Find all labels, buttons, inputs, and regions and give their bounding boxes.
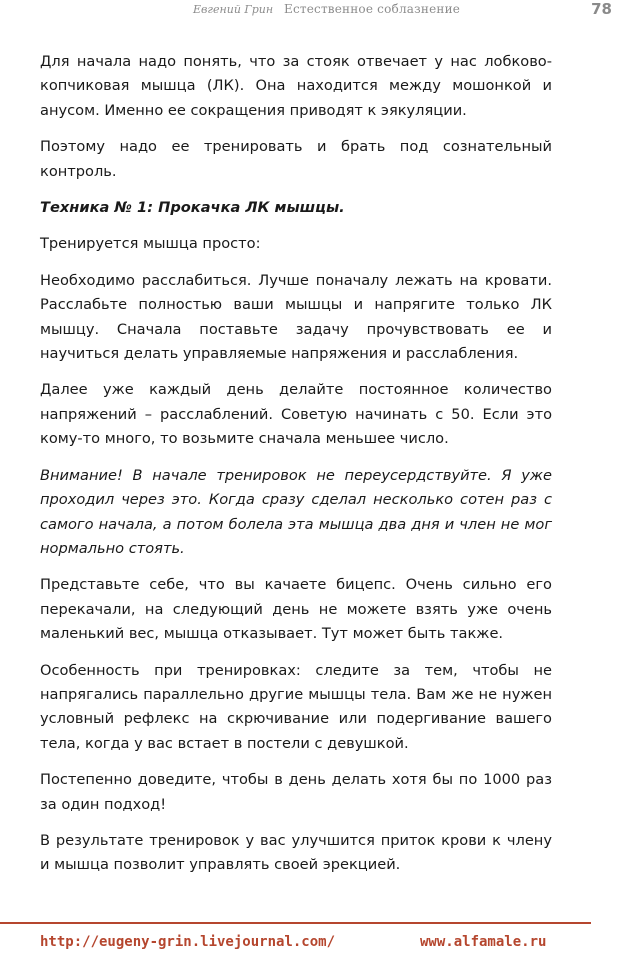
paragraph: Тренируется мышца просто: xyxy=(40,235,261,253)
page-header xyxy=(0,0,620,24)
page-number: 78 xyxy=(591,0,612,18)
header-author: Евгений Грин xyxy=(193,3,274,16)
paragraph: Представьте себе, что вы качаете бицепс. Очень сильно его перекачали, на следующий день не можете взять уже очень маленький вес, мышца отказывает. Тут может быть также. xyxy=(40,576,552,643)
paragraph: Далее уже каждый день делайте постоянное количество напряжений – расслаблений. Советую начинать с 50. Если это кому-то много, то возьмите сначала меньшее число. xyxy=(40,381,552,448)
paragraph: Постепенно доведите, чтобы в день делать хотя бы по 1000 раз за один подход! xyxy=(40,771,552,813)
warning-paragraph: Внимание! В начале тренировок не переусердствуйте. Я уже проходил через это. Когда сразу сделал несколько сотен раз с самого начала, а потом болела эта мышца два дня и член не мог нормально стоять. xyxy=(40,466,552,557)
page-body xyxy=(40,50,552,890)
paragraph: В результате тренировок у вас улучшится приток крови к члену и мышца позволит управлять своей эрекцией. xyxy=(40,831,552,874)
paragraph: Необходимо расслабиться. Лучше поначалу лежать на кровати. Расслабьте полностью ваши мышцы и напрягите только ЛК мышцу. Сначала поставьте задачу прочувствовать ее и научиться делать управляемые напряжения и расслабления. xyxy=(40,271,552,363)
footer-livejournal-link[interactable]: http://eugeny-grin.livejournal.com/ xyxy=(40,934,336,950)
footer-site-link[interactable]: www.alfamale.ru xyxy=(420,934,547,950)
header-book-title: Естественное соблазнение xyxy=(284,2,461,16)
paragraph: Для начала надо понять, что за стояк отвечает у нас лобково-копчиковая мышца (ЛК). Она находится между мошонкой и анусом. Именно ее сокращения приводят к эякуляции. xyxy=(40,53,552,119)
footer-divider xyxy=(0,922,591,924)
paragraph: Поэтому надо ее тренировать и брать под сознательный контроль. xyxy=(40,138,552,180)
paragraph: Особенность при тренировках: следите за тем, чтобы не напрягались параллельно другие мышцы тела. Вам же не нужен условный рефлекс на скрючивание или подергивание вашего тела, когда у вас встает в постели с девушкой. xyxy=(40,661,552,752)
section-heading: Техника № 1: Прокачка ЛК мышцы. xyxy=(40,199,345,217)
